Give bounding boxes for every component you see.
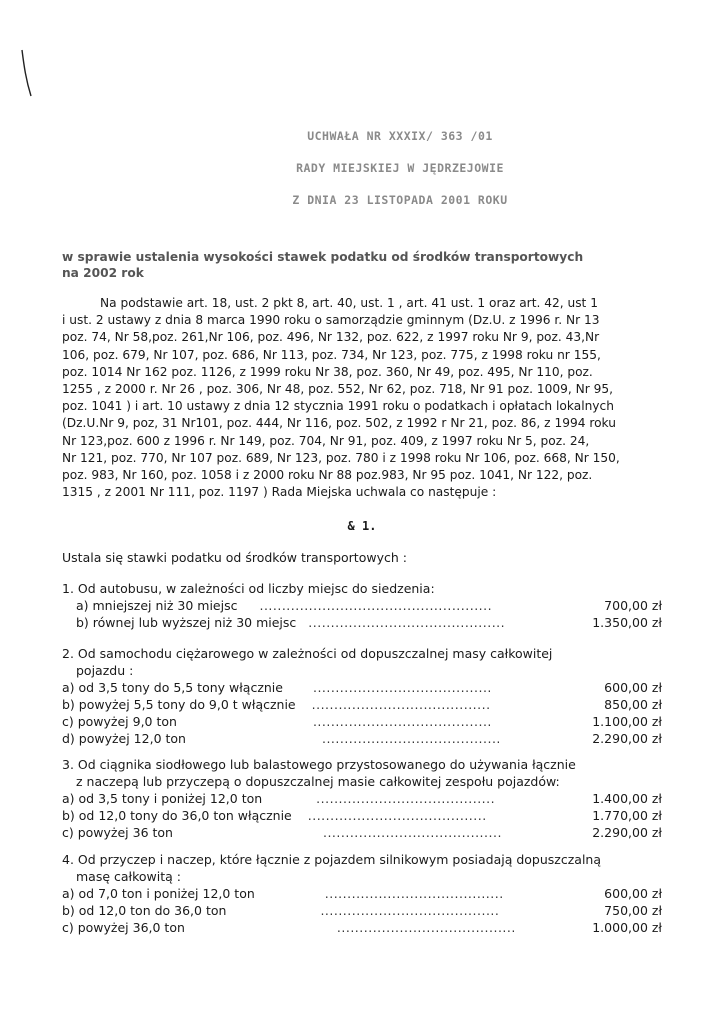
leader-dots: ........................................ (321, 731, 501, 746)
leader-dots: ........................................ (312, 714, 492, 729)
council-name: RADY MIEJSKIEJ W JĘDRZEJOWIE (296, 161, 504, 175)
leader-dots: ........................................ (307, 808, 487, 823)
preamble-line: 106, poz. 679, Nr 107, poz. 686, Nr 113, poz. 734, Nr 123, poz. 775, z 1998 roku nr 155, (62, 347, 601, 362)
rate-label: a) od 7,0 ton i poniżej 12,0 ton (62, 886, 255, 901)
subject-line: w sprawie ustalenia wysokości stawek podatku od środków transportowych (62, 250, 584, 264)
rate-label: c) powyżej 36 ton (62, 825, 173, 840)
section-mark: & 1. (347, 519, 377, 533)
group-title: z naczepą lub przyczepą o dopuszczalnej masie całkowitej zespołu pojazdów: (76, 774, 560, 789)
rate-value: 700,00 zł (604, 598, 662, 613)
rate-value: 1.770,00 zł (592, 808, 662, 823)
group-title: pojazdu : (76, 663, 134, 678)
preamble-line: Na podstawie art. 18, ust. 2 pkt 8, art. 40, ust. 1 , art. 41 ust. 1 oraz art. 42, ust 1 (100, 296, 598, 310)
resolution-date: Z DNIA 23 LISTOPADA 2001 ROKU (292, 193, 508, 207)
group-title: 4. Od przyczep i naczep, które łącznie z pojazdem silnikowym posiadają dopuszczalną (62, 852, 602, 867)
leader-dots: ........................................ (311, 697, 491, 712)
rate-label: b) równej lub wyższej niż 30 miejsc (76, 615, 297, 630)
rate-label: b) powyżej 5,5 tony do 9,0 t włącznie (62, 697, 296, 712)
rate-value: 1.350,00 zł (592, 615, 662, 630)
preamble-line: poz. 1041 ) i art. 10 ustawy z dnia 12 stycznia 1991 roku o podatkach i opłatach lokalnych (62, 399, 614, 414)
rate-row (62, 885, 662, 902)
margin-pen-mark (20, 48, 34, 98)
rate-value: 2.290,00 zł (592, 731, 662, 746)
rate-value: 1.100,00 zł (592, 714, 662, 729)
rate-row (62, 790, 662, 807)
leader-dots: ........................................ (316, 791, 496, 806)
rate-label: b) od 12,0 tony do 36,0 ton włącznie (62, 808, 292, 823)
rate-group-truck (62, 645, 662, 747)
preamble-line: 1315 , z 2001 Nr 111, poz. 1197 ) Rada Miejska uchwala co następuje : (62, 485, 497, 500)
resolution-subject (62, 249, 662, 281)
leader-dots: ........................................ (336, 920, 516, 935)
rate-row (62, 807, 662, 824)
leader-dots: ........................................ (312, 680, 492, 695)
rate-value: 2.290,00 zł (592, 825, 662, 840)
leader-dots: .................................................... (259, 598, 493, 613)
legal-basis-paragraph (62, 295, 662, 501)
preamble-line: poz. 983, Nr 160, poz. 1058 i z 2000 roku Nr 88 poz.983, Nr 95 poz. 1041, Nr 122, poz. (62, 468, 593, 483)
preamble-line: poz. 74, Nr 58,poz. 261,Nr 106, poz. 496, Nr 132, poz. 622, z 1997 roku Nr 9, poz. 43,Nr (62, 330, 600, 345)
group-title: 1. Od autobusu, w zależności od liczby miejsc do siedzenia: (62, 581, 435, 596)
resolution-number: UCHWAŁA NR XXXIX/ 363 /01 (307, 129, 493, 143)
rate-value: 1.000,00 zł (592, 920, 662, 935)
leader-dots: ........................................ (324, 886, 504, 901)
rate-label: c) powyżej 9,0 ton (62, 714, 177, 729)
leader-dots: ............................................ (308, 615, 506, 630)
rate-value: 1.400,00 zł (592, 791, 662, 806)
subject-line: na 2002 rok (62, 266, 144, 280)
rate-label: a) mniejszej niż 30 miejsc (76, 598, 238, 613)
rate-row (62, 597, 662, 614)
rate-row (62, 902, 662, 919)
rate-label: a) od 3,5 tony i poniżej 12,0 ton (62, 791, 263, 806)
rate-label: a) od 3,5 tony do 5,5 tony włącznie (62, 680, 283, 695)
leader-dots: ........................................ (322, 825, 502, 840)
rate-value: 850,00 zł (604, 697, 662, 712)
rate-row (62, 824, 662, 841)
rate-row (62, 614, 662, 631)
preamble-line: 1255 , z 2000 r. Nr 26 , poz. 306, Nr 48, poz. 552, Nr 62, poz. 718, Nr 91 poz. 1009, Nr 95, (62, 382, 614, 397)
rate-value: 600,00 zł (604, 886, 662, 901)
rate-row (62, 730, 662, 747)
group-title: masę całkowitą : (76, 869, 181, 884)
preamble-line: Nr 123,poz. 600 z 1996 r. Nr 149, poz. 704, Nr 91, poz. 409, z 1997 roku Nr 5, poz. 24, (62, 433, 590, 448)
rate-value: 600,00 zł (604, 680, 662, 695)
rate-row (62, 713, 662, 730)
preamble-line: Nr 121, poz. 770, Nr 107 poz. 689, Nr 123, poz. 780 i z 1998 roku Nr 106, poz. 668, Nr 150, (62, 450, 620, 465)
rate-group-tractor (62, 756, 662, 841)
rate-row (62, 919, 662, 936)
preamble-line: i ust. 2 ustawy z dnia 8 marca 1990 roku o samorządzie gminnym (Dz.U. z 1996 r. Nr 13 (62, 313, 600, 328)
rates-intro: Ustala się stawki podatku od środków transportowych : (62, 550, 407, 565)
preamble-line: poz. 1014 Nr 162 poz. 1126, z 1999 roku Nr 38, poz. 360, Nr 49, poz. 495, Nr 110, poz. (62, 364, 593, 379)
preamble-line: (Dz.U.Nr 9, poz, 31 Nr101, poz. 444, Nr 116, poz. 502, z 1992 r Nr 21, poz. 86, z 1994 roku (62, 416, 616, 431)
group-title: 3. Od ciągnika siodłowego lub balastowego przystosowanego do używania łącznie (62, 757, 576, 772)
rate-group-bus (62, 580, 662, 631)
rate-value: 750,00 zł (604, 903, 662, 918)
rate-row (62, 679, 662, 696)
rate-row (62, 696, 662, 713)
leader-dots: ........................................ (320, 903, 500, 918)
group-title: 2. Od samochodu ciężarowego w zależności od dopuszczalnej masy całkowitej (62, 646, 553, 661)
rate-group-trailer (62, 851, 662, 936)
rate-label: d) powyżej 12,0 ton (62, 731, 186, 746)
rate-label: c) powyżej 36,0 ton (62, 920, 185, 935)
rate-label: b) od 12,0 ton do 36,0 ton (62, 903, 227, 918)
